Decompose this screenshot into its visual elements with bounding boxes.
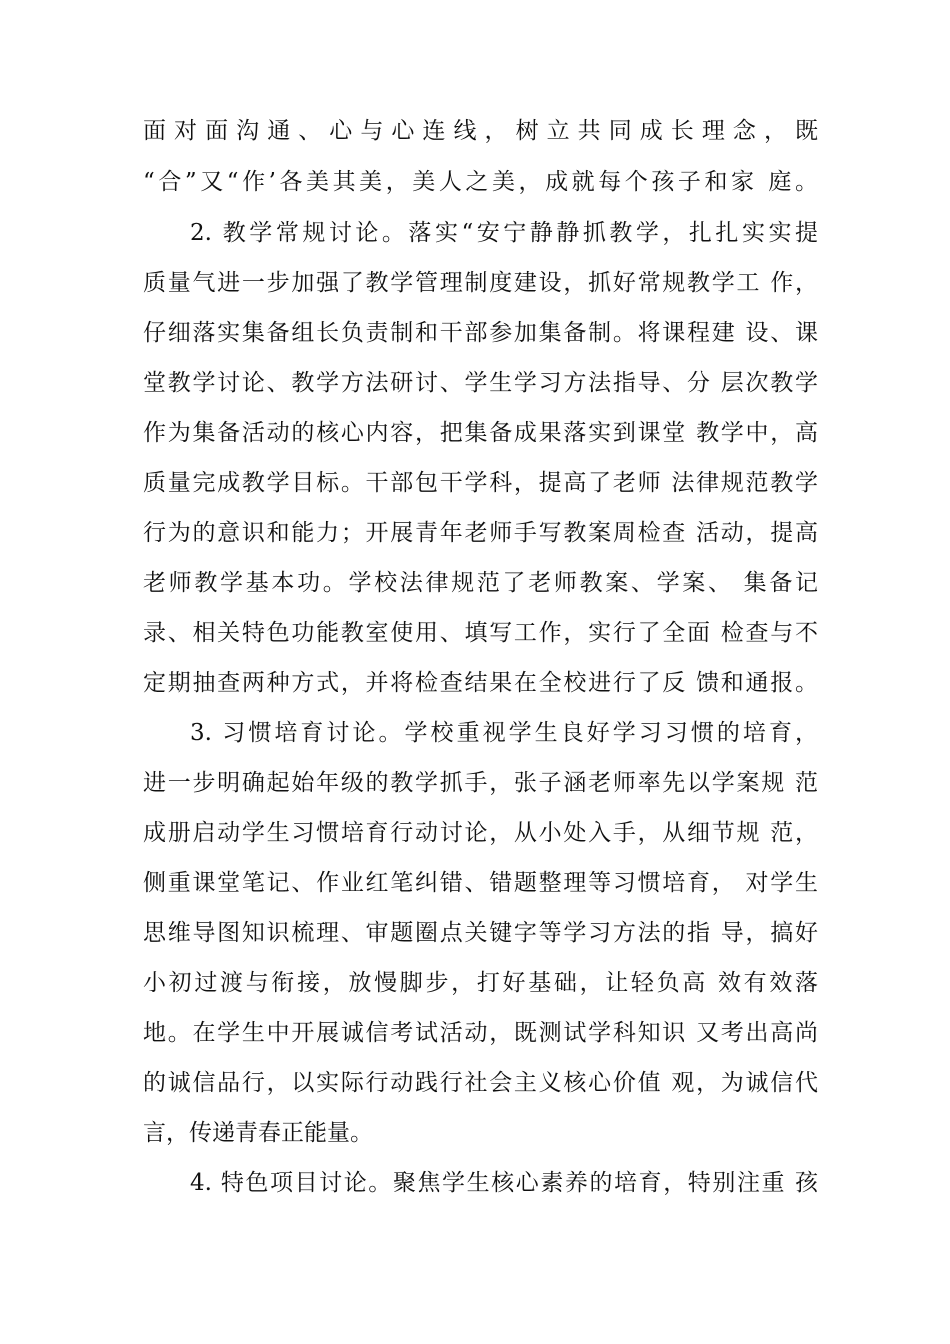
paragraph-last-line: 言，传递青春正能量。 <box>143 1120 373 1146</box>
paragraph-line: 地。在学生中开展诚信考试活动，既测试学科知识 又考出高尚 <box>143 1020 818 1046</box>
paragraph-line: 定期抽查两种方式，并将检查结果在全校进行了反 馈和通报。 <box>143 670 818 696</box>
paragraph-line: 进一步明确起始年级的教学抓手，张子涵老师率先以学案规 范 <box>143 770 818 796</box>
paragraph-line: 侧重课堂笔记、作业红笔纠错、错题整理等习惯培育， 对学生 <box>143 870 818 896</box>
paragraph-line: 老师教学基本功。学校法律规范了老师教案、学案、 集备记 <box>143 570 818 596</box>
paragraph-line: 质量气进一步加强了教学管理制度建设，抓好常规教学工 作， <box>143 270 818 296</box>
paragraph-line: 小初过渡与衔接，放慢脚步，打好基础，让轻负高 效有效落 <box>143 970 818 996</box>
paragraph-line: 行为的意识和能力；开展青年老师手写教案周检查 活动，提高 <box>143 520 818 546</box>
paragraph-line: 堂教学讨论、教学方法研讨、学生学习方法指导、分 层次教学 <box>143 370 818 396</box>
paragraph-line: 的诚信品行，以实际行动践行社会主义核心价值 观，为诚信代 <box>143 1070 818 1096</box>
paragraph-line: 仔细落实集备组长负责制和干部参加集备制。将课程建 设、课 <box>143 320 818 346</box>
paragraph-first-line: 4. 特色项目讨论。聚焦学生核心素养的培育，特别注重 孩 <box>190 1170 818 1196</box>
paragraph-line: “合”又“作’各美其美，美人之美，成就每个孩子和家 庭。 <box>143 169 818 195</box>
paragraph-line: 思维导图知识梳理、审题圈点关键字等学习方法的指 导，搞好 <box>143 920 818 946</box>
paragraph-line: 录、相关特色功能教室使用、填写工作，实行了全面 检查与不 <box>143 620 818 646</box>
paragraph-first-line: 3. 习惯培育讨论。学校重视学生良好学习习惯的培育， <box>190 720 818 746</box>
paragraph-line: 质量完成教学目标。干部包干学科，提高了老师 法律规范教学 <box>143 470 818 496</box>
paragraph-first-line: 2. 教学常规讨论。落实“安宁静静抓教学，扎扎实实提 <box>190 220 818 246</box>
paragraph-line: 作为集备活动的核心内容，把集备成果落实到课堂 教学中，高 <box>143 420 818 446</box>
paragraph-line: 面对面沟通、心与心连线，树立共同成长理念，既 <box>143 118 818 144</box>
paragraph-line: 成册启动学生习惯培育行动讨论，从小处入手，从细节规 范， <box>143 820 818 846</box>
